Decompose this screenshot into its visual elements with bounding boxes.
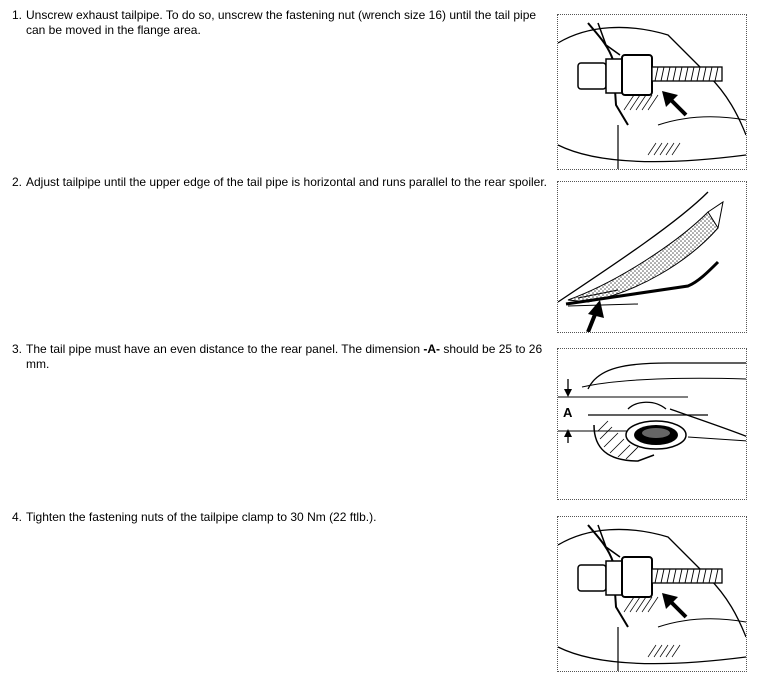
step-2-text [12,175,547,190]
step-3-text [12,342,547,372]
dimension-label: -A- [423,342,441,356]
tailpipe-rear-panel-distance-icon [557,348,747,500]
tailpipe-nut-loosen-icon [557,14,747,170]
dimension-a-label: A [563,405,573,420]
step-instruction-end: should be 25 to 26 mm. [26,342,543,371]
step-instruction [26,342,547,372]
tailpipe-clamp-tighten-icon [557,516,747,672]
step-1-text [12,8,547,38]
step-number: 3. [12,342,23,356]
step-instruction: Tighten the fastening nuts of the tailpipe clamp to 30 Nm (22 ftlb.). [26,510,377,524]
step-instruction: Adjust tailpipe until the upper edge of the tail pipe is horizontal and runs parallel to the rear spoiler. [26,175,547,189]
step-number: 4. [12,510,23,524]
step-number: 1. [12,8,23,22]
step-instruction: Unscrew exhaust tailpipe. To do so, unscrew the fastening nut (wrench size 16) until the tail pipe can be moved in the flange area. [26,8,537,37]
step-number: 2. [12,175,23,189]
step-4-text [12,510,547,525]
tailpipe-spoiler-alignment-icon [557,181,747,333]
step-instruction-start: The tail pipe must have an even distance to the rear panel. The dimension [26,342,424,356]
